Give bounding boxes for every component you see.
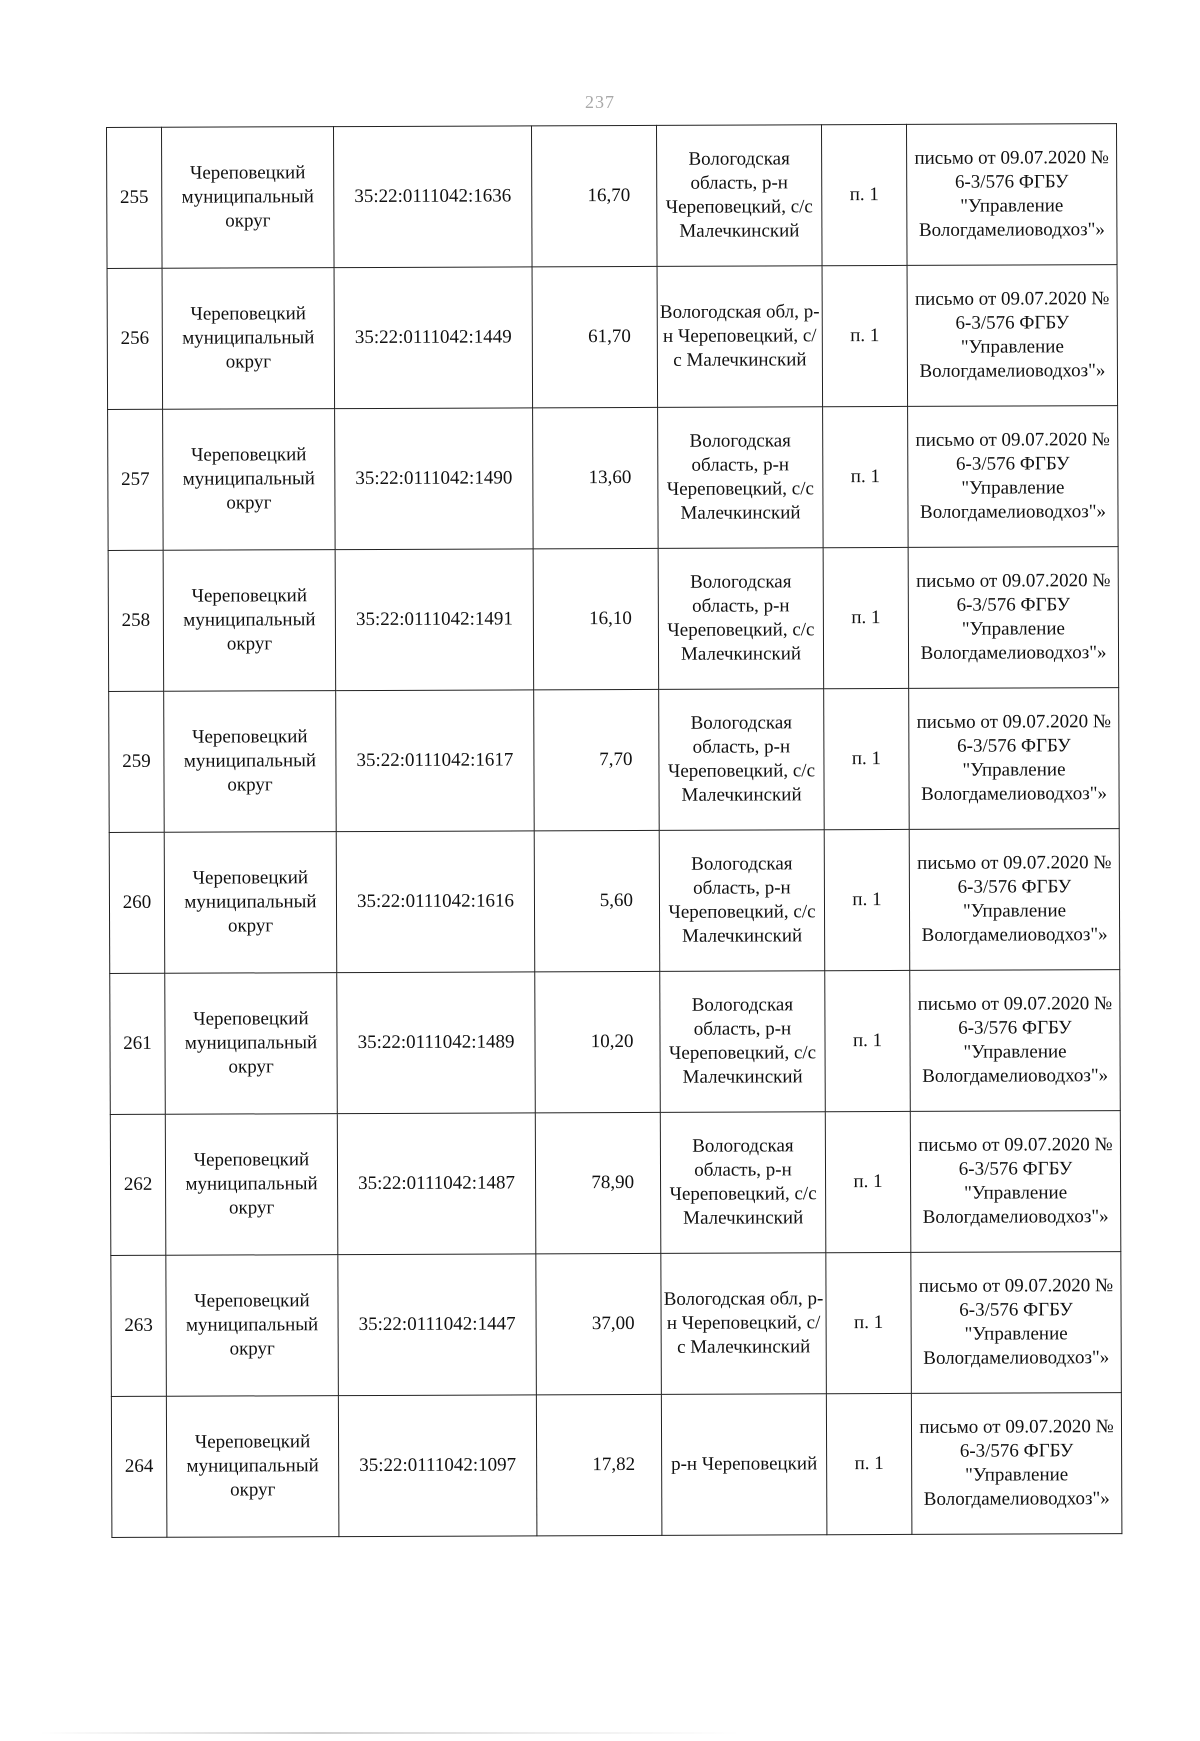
row-number: 257 (108, 409, 164, 550)
clause-cell: п. 1 (823, 406, 909, 547)
municipality-cell: Череповецкий муниципальный округ (166, 1255, 339, 1397)
area-cell: 10,20 (535, 971, 661, 1112)
basis-cell: письмо от 09.07.2020 № 6-3/576 ФГБУ "Управление Вологдамелиоводхоз"» (908, 406, 1119, 548)
table-row (111, 1252, 1122, 1397)
clause-cell: п. 1 (822, 265, 908, 406)
cadastral-number-cell: 35:22:0111042:1616 (336, 831, 535, 973)
table-row (107, 124, 1118, 269)
area-cell: 7,70 (534, 689, 660, 830)
clause-cell: п. 1 (826, 1393, 912, 1534)
location-cell: Вологодская область, р-н Череповецкий, с/с Малечкинский (660, 971, 826, 1113)
table-row (109, 688, 1120, 833)
area-cell: 17,82 (536, 1394, 662, 1535)
municipality-cell: Череповецкий муниципальный округ (163, 550, 336, 692)
table-row (107, 265, 1118, 410)
table-row (109, 829, 1120, 974)
table-row (108, 406, 1119, 551)
row-number: 259 (109, 691, 165, 832)
table-row (110, 970, 1121, 1115)
location-cell: Вологодская обл, р-н Череповецкий, с/с Малечкинский (657, 266, 823, 408)
basis-cell: письмо от 09.07.2020 № 6-3/576 ФГБУ "Управление Вологдамелиоводхоз"» (911, 1393, 1122, 1535)
clause-cell: п. 1 (823, 547, 909, 688)
row-number: 263 (111, 1255, 167, 1396)
page-number: 237 (585, 92, 615, 112)
municipality-cell: Череповецкий муниципальный округ (165, 973, 338, 1115)
clause-cell: п. 1 (824, 829, 910, 970)
basis-cell: письмо от 09.07.2020 № 6-3/576 ФГБУ "Управление Вологдамелиоводхоз"» (909, 829, 1120, 971)
municipality-cell: Череповецкий муниципальный округ (165, 1114, 338, 1256)
cadastral-number-cell: 35:22:0111042:1617 (336, 690, 535, 832)
area-cell: 61,70 (532, 266, 658, 407)
cadastral-number-cell: 35:22:0111042:1491 (335, 549, 534, 691)
cadastral-number-cell: 35:22:0111042:1489 (337, 972, 536, 1114)
document-table-wrapper (106, 123, 1121, 1538)
land-plots-table (106, 123, 1122, 1538)
municipality-cell: Череповецкий муниципальный округ (166, 1396, 339, 1538)
clause-cell: п. 1 (821, 124, 907, 265)
table-row (110, 1111, 1121, 1256)
table-row (108, 547, 1119, 692)
location-cell: Вологодская область, р-н Череповецкий, с/с Малечкинский (659, 830, 825, 972)
cadastral-number-cell: 35:22:0111042:1449 (334, 267, 533, 409)
row-number: 264 (111, 1396, 167, 1537)
basis-cell: письмо от 09.07.2020 № 6-3/576 ФГБУ "Управление Вологдамелиоводхоз"» (911, 1252, 1122, 1394)
location-cell: Вологодская область, р-н Череповецкий, с/с Малечкинский (658, 548, 824, 690)
area-cell: 16,70 (531, 125, 657, 266)
scan-artifact-line (40, 1732, 740, 1734)
row-number: 262 (110, 1114, 166, 1255)
municipality-cell: Череповецкий муниципальный округ (163, 409, 336, 551)
basis-cell: письмо от 09.07.2020 № 6-3/576 ФГБУ "Управление Вологдамелиоводхоз"» (909, 688, 1120, 830)
area-cell: 37,00 (536, 1253, 662, 1394)
clause-cell: п. 1 (826, 1252, 912, 1393)
basis-cell: письмо от 09.07.2020 № 6-3/576 ФГБУ "Управление Вологдамелиоводхоз"» (907, 265, 1118, 407)
row-number: 260 (109, 832, 165, 973)
area-cell: 13,60 (533, 407, 659, 548)
municipality-cell: Череповецкий муниципальный округ (162, 268, 335, 410)
location-cell: Вологодская область, р-н Череповецкий, с/с Малечкинский (659, 689, 825, 831)
location-cell: Вологодская обл, р-н Череповецкий, с/с Малечкинский (661, 1253, 827, 1395)
clause-cell: п. 1 (824, 688, 910, 829)
location-cell: р-н Череповецкий (661, 1394, 827, 1536)
basis-cell: письмо от 09.07.2020 № 6-3/576 ФГБУ "Управление Вологдамелиоводхоз"» (906, 124, 1117, 266)
table-row (111, 1393, 1122, 1538)
row-number: 261 (110, 973, 166, 1114)
row-number: 255 (107, 127, 163, 268)
area-cell: 78,90 (535, 1112, 661, 1253)
basis-cell: письмо от 09.07.2020 № 6-3/576 ФГБУ "Управление Вологдамелиоводхоз"» (908, 547, 1119, 689)
row-number: 256 (107, 268, 163, 409)
clause-cell: п. 1 (825, 970, 911, 1111)
location-cell: Вологодская область, р-н Череповецкий, с/с Малечкинский (658, 407, 824, 549)
cadastral-number-cell: 35:22:0111042:1487 (337, 1113, 536, 1255)
cadastral-number-cell: 35:22:0111042:1636 (334, 126, 533, 268)
basis-cell: письмо от 09.07.2020 № 6-3/576 ФГБУ "Управление Вологдамелиоводхоз"» (910, 1111, 1121, 1253)
location-cell: Вологодская область, р-н Череповецкий, с/с Малечкинский (656, 125, 822, 267)
area-cell: 16,10 (533, 548, 659, 689)
cadastral-number-cell: 35:22:0111042:1447 (338, 1254, 537, 1396)
cadastral-number-cell: 35:22:0111042:1490 (335, 408, 534, 550)
municipality-cell: Череповецкий муниципальный округ (164, 691, 337, 833)
row-number: 258 (108, 550, 164, 691)
municipality-cell: Череповецкий муниципальный округ (164, 832, 337, 974)
cadastral-number-cell: 35:22:0111042:1097 (338, 1395, 537, 1537)
basis-cell: письмо от 09.07.2020 № 6-3/576 ФГБУ "Управление Вологдамелиоводхоз"» (910, 970, 1121, 1112)
clause-cell: п. 1 (825, 1111, 911, 1252)
municipality-cell: Череповецкий муниципальный округ (162, 127, 335, 269)
area-cell: 5,60 (534, 830, 660, 971)
location-cell: Вологодская область, р-н Череповецкий, с/с Малечкинский (660, 1112, 826, 1254)
